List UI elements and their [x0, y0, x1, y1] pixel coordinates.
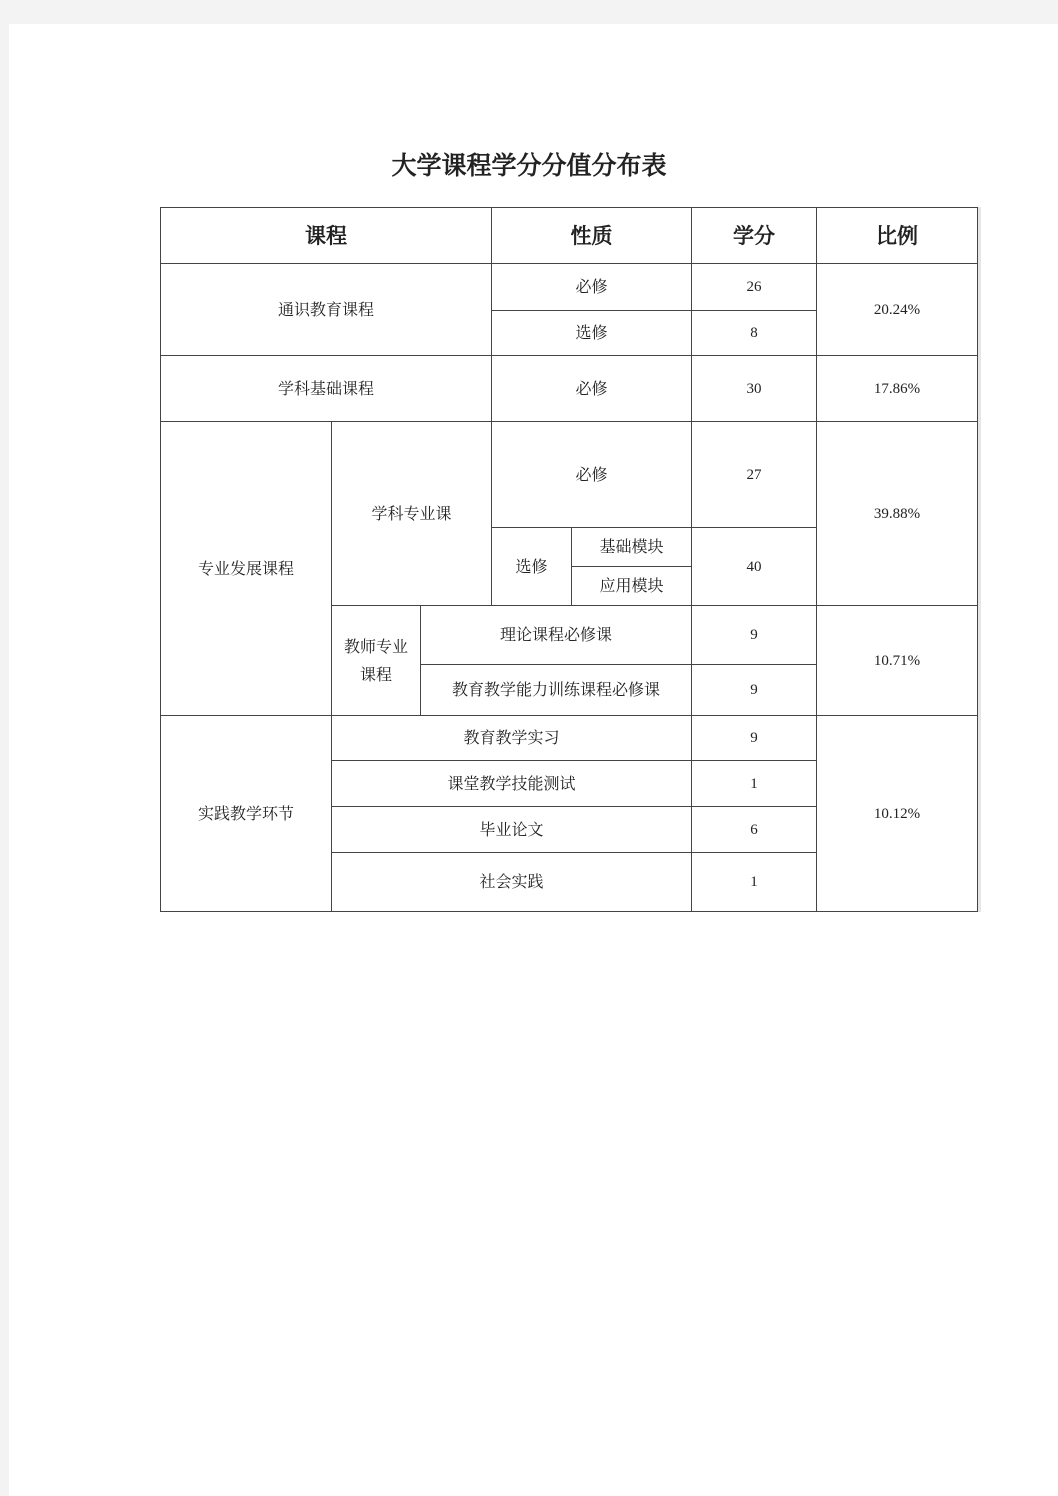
subject-elective: 选修	[491, 527, 572, 606]
professional-course-name: 专业发展课程	[160, 421, 332, 716]
general-course-name: 通识教育课程	[160, 263, 492, 356]
header-credit: 学分	[691, 207, 817, 264]
teacher-training-credit: 9	[691, 664, 817, 716]
general-elective: 选修	[491, 310, 692, 356]
teacher-theory: 理论课程必修课	[420, 605, 692, 665]
header-course: 课程	[160, 207, 492, 264]
practice-ratio: 10.12%	[816, 715, 978, 912]
header-nature: 性质	[491, 207, 692, 264]
practice-item-credit: 1	[691, 760, 817, 807]
practice-item: 社会实践	[331, 852, 692, 912]
general-required-credit: 26	[691, 263, 817, 311]
subject-required: 必修	[491, 421, 692, 528]
foundation-credit: 30	[691, 355, 817, 422]
subject-required-credit: 27	[691, 421, 817, 528]
subject-elective-credit: 40	[691, 527, 817, 606]
page-title: 大学课程学分分值分布表	[391, 151, 667, 180]
teacher-theory-credit: 9	[691, 605, 817, 665]
practice-course-name: 实践教学环节	[160, 715, 332, 912]
teacher-course-name: 教师专业课程	[331, 605, 421, 716]
general-elective-credit: 8	[691, 310, 817, 356]
practice-item-credit: 1	[691, 852, 817, 912]
module-basic: 基础模块	[571, 527, 692, 567]
subject-course-name: 学科专业课	[331, 421, 492, 606]
teacher-training: 教育教学能力训练课程必修课	[420, 664, 692, 716]
general-ratio: 20.24%	[816, 263, 978, 356]
practice-item-credit: 9	[691, 715, 817, 761]
practice-item: 教育教学实习	[331, 715, 692, 761]
header-ratio: 比例	[816, 207, 978, 264]
module-applied: 应用模块	[571, 566, 692, 606]
teacher-ratio: 10.71%	[816, 605, 978, 716]
foundation-course-name: 学科基础课程	[160, 355, 492, 422]
practice-item-credit: 6	[691, 806, 817, 853]
general-required: 必修	[491, 263, 692, 311]
subject-ratio: 39.88%	[816, 421, 978, 606]
foundation-nature: 必修	[491, 355, 692, 422]
practice-item: 课堂教学技能测试	[331, 760, 692, 807]
foundation-ratio: 17.86%	[816, 355, 978, 422]
practice-item: 毕业论文	[331, 806, 692, 853]
